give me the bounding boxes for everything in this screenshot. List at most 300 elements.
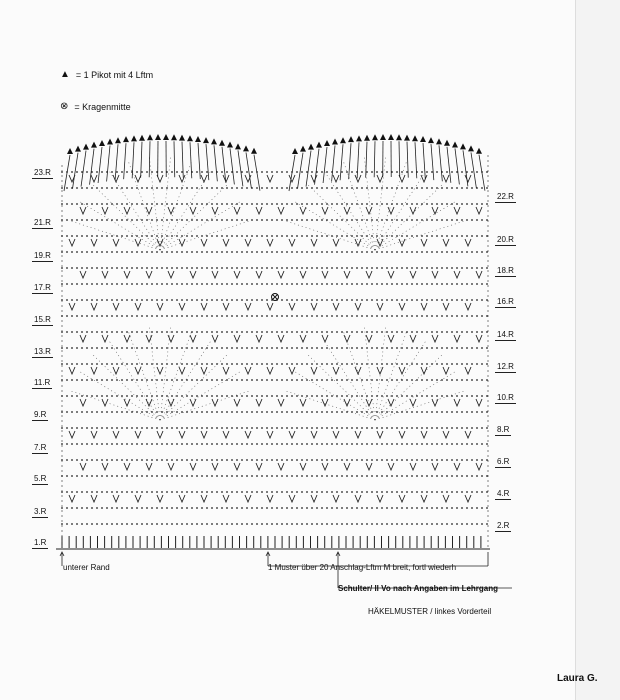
chain-dot [481, 203, 483, 205]
chain-dot [181, 171, 183, 173]
chain-dot [426, 411, 428, 413]
chain-dot [71, 395, 73, 397]
chain-dot [436, 203, 438, 205]
chain-dot [171, 283, 173, 285]
chain-dot [121, 395, 123, 397]
chain-dot [131, 299, 133, 301]
v-stitch [421, 239, 427, 246]
chain-dot [156, 315, 158, 317]
chain-dot [81, 331, 83, 333]
chain-dot [286, 475, 288, 477]
chain-dot [356, 235, 358, 237]
chain-dot [451, 443, 453, 445]
chain-dot [251, 523, 253, 525]
chain-dot [321, 299, 323, 301]
fan-ray [375, 184, 443, 250]
fan-stitch [230, 148, 234, 184]
chain-dot [246, 459, 248, 461]
chain-dot [311, 331, 313, 333]
chain-dot [276, 411, 278, 413]
chain-dot [321, 267, 323, 269]
chain-dot [351, 347, 353, 349]
v-stitch [289, 367, 295, 374]
v-stitch [333, 175, 339, 182]
v-stitch [146, 335, 152, 342]
chain-dot [101, 283, 103, 285]
chain-dot [256, 219, 258, 221]
chain-dot [316, 411, 318, 413]
chain-dot [446, 283, 448, 285]
chain-dot [181, 443, 183, 445]
chain-dot [426, 347, 428, 349]
chain-dot [276, 219, 278, 221]
chain-dot [426, 507, 428, 509]
chain-dot [151, 507, 153, 509]
picot-mark [428, 137, 434, 143]
chain-dot [316, 347, 318, 349]
chain-dot [401, 267, 403, 269]
chain-dot [76, 171, 78, 173]
chain-dot [131, 395, 133, 397]
picot-mark [83, 144, 89, 150]
chain-dot [211, 411, 213, 413]
chain-dot [421, 219, 423, 221]
chain-dot [126, 187, 128, 189]
chain-dot [81, 427, 83, 429]
chain-dot [161, 331, 163, 333]
chain-dot [416, 507, 418, 509]
chain-dot [466, 395, 468, 397]
chain-dot [286, 187, 288, 189]
chain-dot [346, 475, 348, 477]
chain-dot [381, 491, 383, 493]
chain-dot [306, 187, 308, 189]
chain-dot [346, 491, 348, 493]
chain-dot [246, 187, 248, 189]
chain-dot [171, 491, 173, 493]
chain-dot [406, 171, 408, 173]
v-stitch [443, 175, 449, 182]
chain-dot [251, 283, 253, 285]
chain-dot [456, 251, 458, 253]
chain-dot [281, 267, 283, 269]
chain-dot [256, 299, 258, 301]
chain-dot [131, 203, 133, 205]
chain-dot [311, 219, 313, 221]
v-stitch [443, 431, 449, 438]
chain-dot [106, 267, 108, 269]
chain-dot [176, 427, 178, 429]
chain-dot [186, 363, 188, 365]
chain-dot [286, 523, 288, 525]
chain-dot [71, 283, 73, 285]
chain-dot [116, 267, 118, 269]
chain-dot [101, 443, 103, 445]
chain-dot [206, 283, 208, 285]
chain-dot [191, 315, 193, 317]
chain-dot [251, 475, 253, 477]
v-stitch [355, 239, 361, 246]
fan-stitch [415, 142, 417, 178]
chain-dot [231, 251, 233, 253]
chain-dot [111, 251, 113, 253]
chain-dot [71, 459, 73, 461]
chain-dot [141, 475, 143, 477]
chain-dot [176, 267, 178, 269]
v-stitch [69, 495, 75, 502]
chain-dot [116, 331, 118, 333]
chain-dot [416, 315, 418, 317]
chain-dot [86, 219, 88, 221]
chain-dot [161, 491, 163, 493]
v-stitch [124, 399, 130, 406]
chain-dot [316, 507, 318, 509]
chain-dot [446, 187, 448, 189]
v-stitch [410, 335, 416, 342]
chain-dot [361, 491, 363, 493]
chain-dot [396, 411, 398, 413]
chain-dot [226, 235, 228, 237]
chain-dot [391, 443, 393, 445]
picot-mark [147, 134, 153, 140]
chain-dot [351, 299, 353, 301]
chain-dot [271, 523, 273, 525]
chain-dot [191, 427, 193, 429]
chain-dot [291, 427, 293, 429]
chain-dot [331, 427, 333, 429]
chain-dot [211, 491, 213, 493]
chain-dot [81, 491, 83, 493]
chain-dot [96, 283, 98, 285]
chain-dot [136, 251, 138, 253]
chain-dot [151, 203, 153, 205]
chain-dot [281, 347, 283, 349]
chain-dot [396, 491, 398, 493]
chain-dot [271, 331, 273, 333]
chain-dot [391, 235, 393, 237]
chain-dot [221, 299, 223, 301]
chain-dot [266, 203, 268, 205]
chain-dot [391, 427, 393, 429]
chain-dot [451, 171, 453, 173]
chain-dot [441, 347, 443, 349]
chain-dot [131, 363, 133, 365]
chain-dot [251, 507, 253, 509]
fan-stitch [132, 142, 134, 178]
chain-dot [146, 459, 148, 461]
fan-ray [128, 331, 160, 420]
chain-dot [251, 219, 253, 221]
chain-dot [341, 171, 343, 173]
chain-dot [481, 475, 483, 477]
chain-dot [171, 299, 173, 301]
v-stitch [322, 271, 328, 278]
chain-dot [241, 475, 243, 477]
v-stitch [267, 431, 273, 438]
chain-dot [321, 475, 323, 477]
chain-dot [106, 283, 108, 285]
chain-dot [301, 251, 303, 253]
chain-dot [231, 187, 233, 189]
chain-dot [176, 235, 178, 237]
chain-dot [141, 267, 143, 269]
chain-dot [391, 363, 393, 365]
chain-dot [201, 411, 203, 413]
chain-dot [456, 347, 458, 349]
chain-dot [81, 347, 83, 349]
chain-dot [361, 475, 363, 477]
chain-dot [281, 171, 283, 173]
v-stitch [476, 399, 482, 406]
chain-dot [446, 523, 448, 525]
chain-dot [181, 347, 183, 349]
chain-dot [256, 523, 258, 525]
chain-dot [236, 523, 238, 525]
chain-dot [141, 331, 143, 333]
chain-dot [256, 379, 258, 381]
row-label-right: 12.R [497, 362, 514, 371]
v-stitch [157, 239, 163, 246]
chain-dot [211, 427, 213, 429]
chain-dot [356, 219, 358, 221]
v-stitch [113, 367, 119, 374]
chain-dot [76, 379, 78, 381]
chain-dot [431, 379, 433, 381]
chain-dot [71, 171, 73, 173]
fan-stitch [439, 145, 442, 181]
chain-dot [201, 283, 203, 285]
chain-dot [191, 347, 193, 349]
chain-dot [86, 299, 88, 301]
chain-dot [236, 219, 238, 221]
chain-dot [171, 443, 173, 445]
chain-dot [366, 523, 368, 525]
chain-dot [326, 507, 328, 509]
chain-dot [111, 363, 113, 365]
chain-dot [361, 235, 363, 237]
v-stitch [465, 303, 471, 310]
chain-dot [336, 427, 338, 429]
fan-stitch [357, 142, 359, 178]
chain-dot [111, 203, 113, 205]
chain-dot [376, 283, 378, 285]
chain-dot [86, 443, 88, 445]
chain-dot [456, 411, 458, 413]
chain-dot [141, 395, 143, 397]
chain-dot [436, 395, 438, 397]
chain-dot [251, 459, 253, 461]
chain-dot [66, 395, 68, 397]
chain-dot [411, 411, 413, 413]
chain-dot [421, 299, 423, 301]
chain-dot [266, 267, 268, 269]
chain-dot [281, 475, 283, 477]
chain-dot [376, 523, 378, 525]
chain-dot [161, 507, 163, 509]
chain-dot [396, 459, 398, 461]
v-stitch [124, 207, 130, 214]
chain-dot [101, 459, 103, 461]
fan-stitch [206, 144, 209, 180]
chain-dot [241, 283, 243, 285]
chain-dot [476, 523, 478, 525]
chain-dot [101, 507, 103, 509]
chain-dot [321, 347, 323, 349]
chain-dot [201, 475, 203, 477]
chain-dot [116, 427, 118, 429]
chain-dot [231, 347, 233, 349]
chain-dot [401, 219, 403, 221]
chain-dot [246, 379, 248, 381]
chain-dot [481, 347, 483, 349]
chain-dot [261, 523, 263, 525]
chain-dot [381, 459, 383, 461]
v-stitch [267, 303, 273, 310]
chain-dot [261, 299, 263, 301]
v-stitch [311, 495, 317, 502]
chain-dot [311, 347, 313, 349]
fan-stitch [246, 152, 251, 188]
collar-center-cross [273, 295, 278, 300]
v-stitch [388, 463, 394, 470]
chain-dot [266, 427, 268, 429]
chain-dot [146, 443, 148, 445]
chain-dot [136, 443, 138, 445]
picot-mark [75, 146, 81, 152]
chain-dot [411, 235, 413, 237]
v-stitch [289, 175, 295, 182]
chain-dot [166, 411, 168, 413]
chain-dot [371, 507, 373, 509]
chain-dot [191, 267, 193, 269]
chain-dot [71, 427, 73, 429]
v-stitch [388, 399, 394, 406]
fan-stitch [479, 155, 485, 191]
chain-dot [156, 235, 158, 237]
chain-dot [376, 427, 378, 429]
chain-dot [151, 363, 153, 365]
chain-dot [346, 299, 348, 301]
chain-dot [121, 267, 123, 269]
chain-dot [176, 251, 178, 253]
chain-dot [451, 347, 453, 349]
chain-dot [401, 443, 403, 445]
chain-dot [316, 235, 318, 237]
chain-dot [376, 443, 378, 445]
chain-dot [421, 363, 423, 365]
chain-dot [196, 219, 198, 221]
chain-dot [316, 187, 318, 189]
chain-dot [436, 411, 438, 413]
chain-dot [206, 363, 208, 365]
chain-dot [331, 491, 333, 493]
chain-dot [336, 411, 338, 413]
chain-dot [81, 395, 83, 397]
chain-dot [191, 411, 193, 413]
chain-dot [431, 235, 433, 237]
chain-dot [196, 235, 198, 237]
shoulder-note: Schulter/ II Vo nach Angaben im Lehrgang [338, 584, 499, 593]
chain-dot [191, 299, 193, 301]
chain-dot [226, 251, 228, 253]
chain-dot [251, 299, 253, 301]
v-stitch [179, 367, 185, 374]
chain-dot [226, 363, 228, 365]
chain-dot [486, 347, 488, 349]
chain-dot [431, 315, 433, 317]
chain-dot [221, 203, 223, 205]
chain-dot [266, 411, 268, 413]
chain-dot [86, 171, 88, 173]
v-stitch [69, 367, 75, 374]
chain-dot [91, 315, 93, 317]
chain-dot [206, 219, 208, 221]
chain-dot [191, 363, 193, 365]
chain-dot [301, 187, 303, 189]
chain-dot [351, 395, 353, 397]
chain-dot [436, 475, 438, 477]
chain-dot [316, 331, 318, 333]
chain-dot [121, 491, 123, 493]
chain-dot [331, 459, 333, 461]
chain-dot [256, 491, 258, 493]
chain-dot [436, 379, 438, 381]
v-stitch [256, 335, 262, 342]
chain-dot [206, 299, 208, 301]
chain-dot [411, 219, 413, 221]
chain-dot [116, 203, 118, 205]
chain-dot [81, 299, 83, 301]
chain-dot [156, 347, 158, 349]
chain-dot [91, 523, 93, 525]
chain-dot [476, 171, 478, 173]
chain-dot [401, 459, 403, 461]
chain-dot [161, 363, 163, 365]
chain-dot [101, 267, 103, 269]
chain-dot [431, 171, 433, 173]
chain-dot [401, 251, 403, 253]
chain-dot [301, 203, 303, 205]
v-stitch [135, 495, 141, 502]
chain-dot [256, 331, 258, 333]
chain-dot [151, 187, 153, 189]
chain-dot [296, 283, 298, 285]
fan-stitch [238, 150, 243, 186]
chain-dot [211, 299, 213, 301]
chain-dot [246, 443, 248, 445]
chain-dot [486, 331, 488, 333]
v-stitch [355, 431, 361, 438]
v-stitch [410, 399, 416, 406]
chain-dot [411, 171, 413, 173]
chain-dot [461, 315, 463, 317]
chain-dot [71, 523, 73, 525]
chain-dot [451, 187, 453, 189]
chain-dot [171, 347, 173, 349]
chain-dot [226, 331, 228, 333]
chain-dot [401, 507, 403, 509]
chain-dot [456, 187, 458, 189]
chain-dot [356, 395, 358, 397]
picot-mark [412, 135, 418, 141]
chain-dot [446, 491, 448, 493]
chain-dot [366, 219, 368, 221]
chain-dot [431, 411, 433, 413]
chain-dot [341, 427, 343, 429]
chain-dot [311, 427, 313, 429]
chain-dot [471, 283, 473, 285]
chain-dot [486, 475, 488, 477]
